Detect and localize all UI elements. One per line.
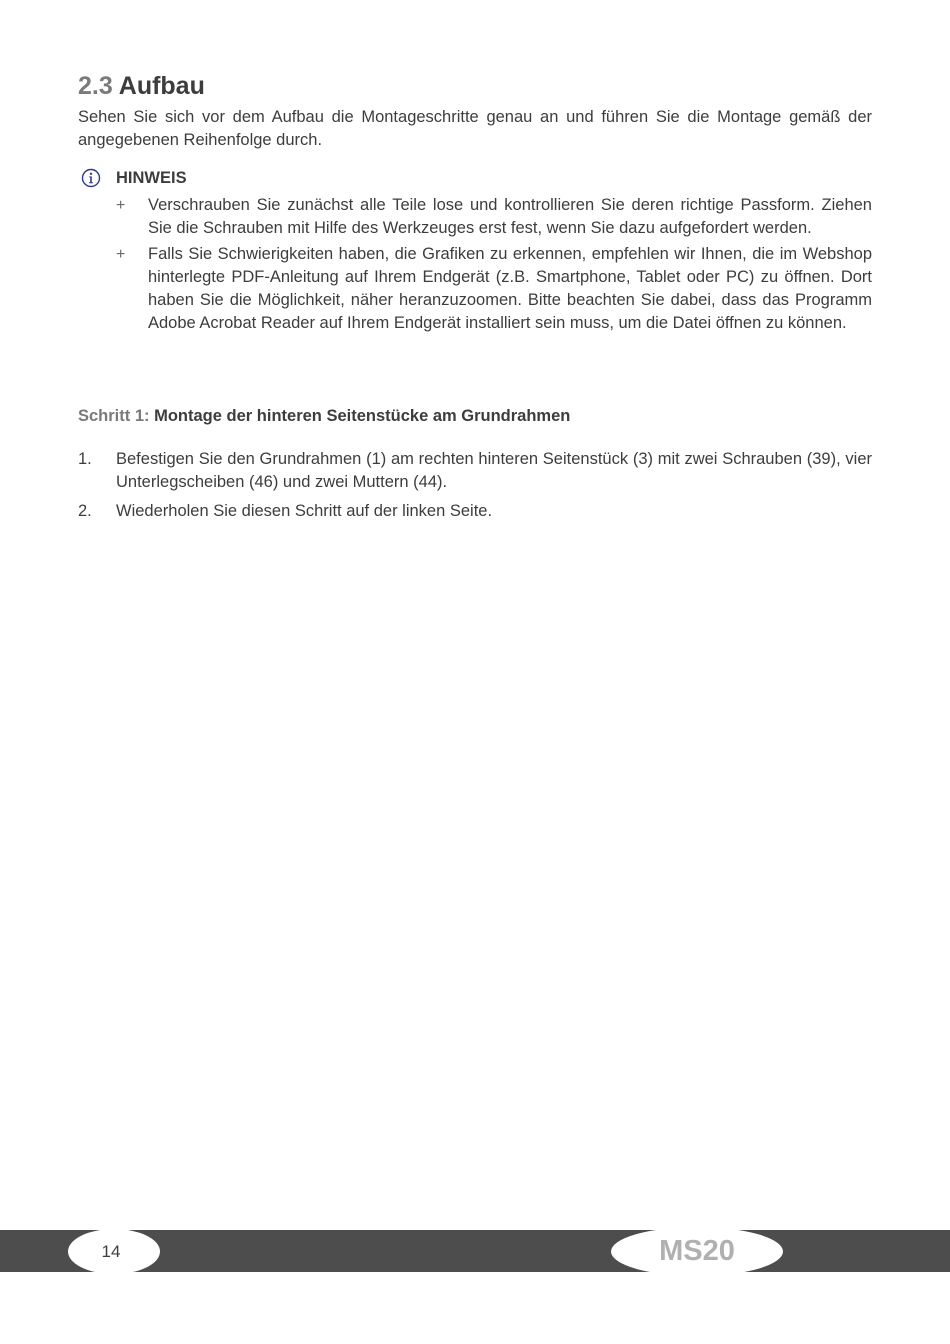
section-number: 2.3: [78, 72, 113, 100]
section-title-text: Aufbau: [118, 72, 205, 100]
note-item: [78, 194, 872, 240]
page-number-badge: [68, 1229, 160, 1274]
brand-badge: [611, 1227, 783, 1276]
page-content: [78, 70, 872, 529]
step-item: [78, 448, 872, 494]
plus-icon: +: [116, 197, 126, 214]
step-heading: [78, 407, 872, 426]
note-item-text: Verschrauben Sie zunächst alle Teile lose und kontrollieren Sie deren richtige Passform. Ziehen Sie die Schrauben mit Hilfe des Werkzeuges erst fest, wenn Sie dazu aufgefordert werden.: [148, 196, 872, 237]
step-item-text: Befestigen Sie den Grundrahmen (1) am rechten hinteren Seitenstück (3) mit zwei Schrauben (39), vier Unterlegscheiben (46) und zwei Muttern (44).: [116, 450, 872, 491]
page-number: 14: [101, 1241, 121, 1261]
note-list: [78, 194, 872, 335]
intro-paragraph: Sehen Sie sich vor dem Aufbau die Montageschritte genau an und führen Sie die Montage gemäß der angegebenen Reihenfolge durch.: [78, 108, 872, 149]
section-title: [78, 70, 872, 102]
note-item-text: Falls Sie Schwierigkeiten haben, die Grafiken zu erkennen, empfehlen wir Ihnen, die im Webshop hinterlegte PDF-Anleitung auf Ihrem Endgerät (z.B. Smartphone, Tablet oder PC) zu öffnen. Dort haben Sie die Möglichkeit, näher heranzuzoomen. Bitte beachten Sie dabei, dass das Programm Adobe Acrobat Reader auf Ihrem Endgerät installiert sein muss, um die Datei öffnen zu können.: [148, 245, 872, 332]
note-header: [78, 166, 872, 190]
step-list: [78, 448, 872, 523]
plus-icon: +: [116, 246, 126, 263]
info-icon: [80, 167, 102, 189]
note-title: HINWEIS: [116, 168, 187, 187]
step-item-marker: 2.: [78, 502, 92, 520]
note-item: [78, 243, 872, 335]
note-box: [78, 166, 872, 335]
step-item: [78, 500, 872, 523]
step-label: Schritt 1:: [78, 407, 150, 425]
step-title: Montage der hinteren Seitenstücke am Grundrahmen: [154, 407, 571, 425]
step-item-marker: 1.: [78, 450, 92, 468]
brand-logo: MS20: [659, 1235, 735, 1267]
step-item-text: Wiederholen Sie diesen Schritt auf der linken Seite.: [116, 502, 493, 520]
